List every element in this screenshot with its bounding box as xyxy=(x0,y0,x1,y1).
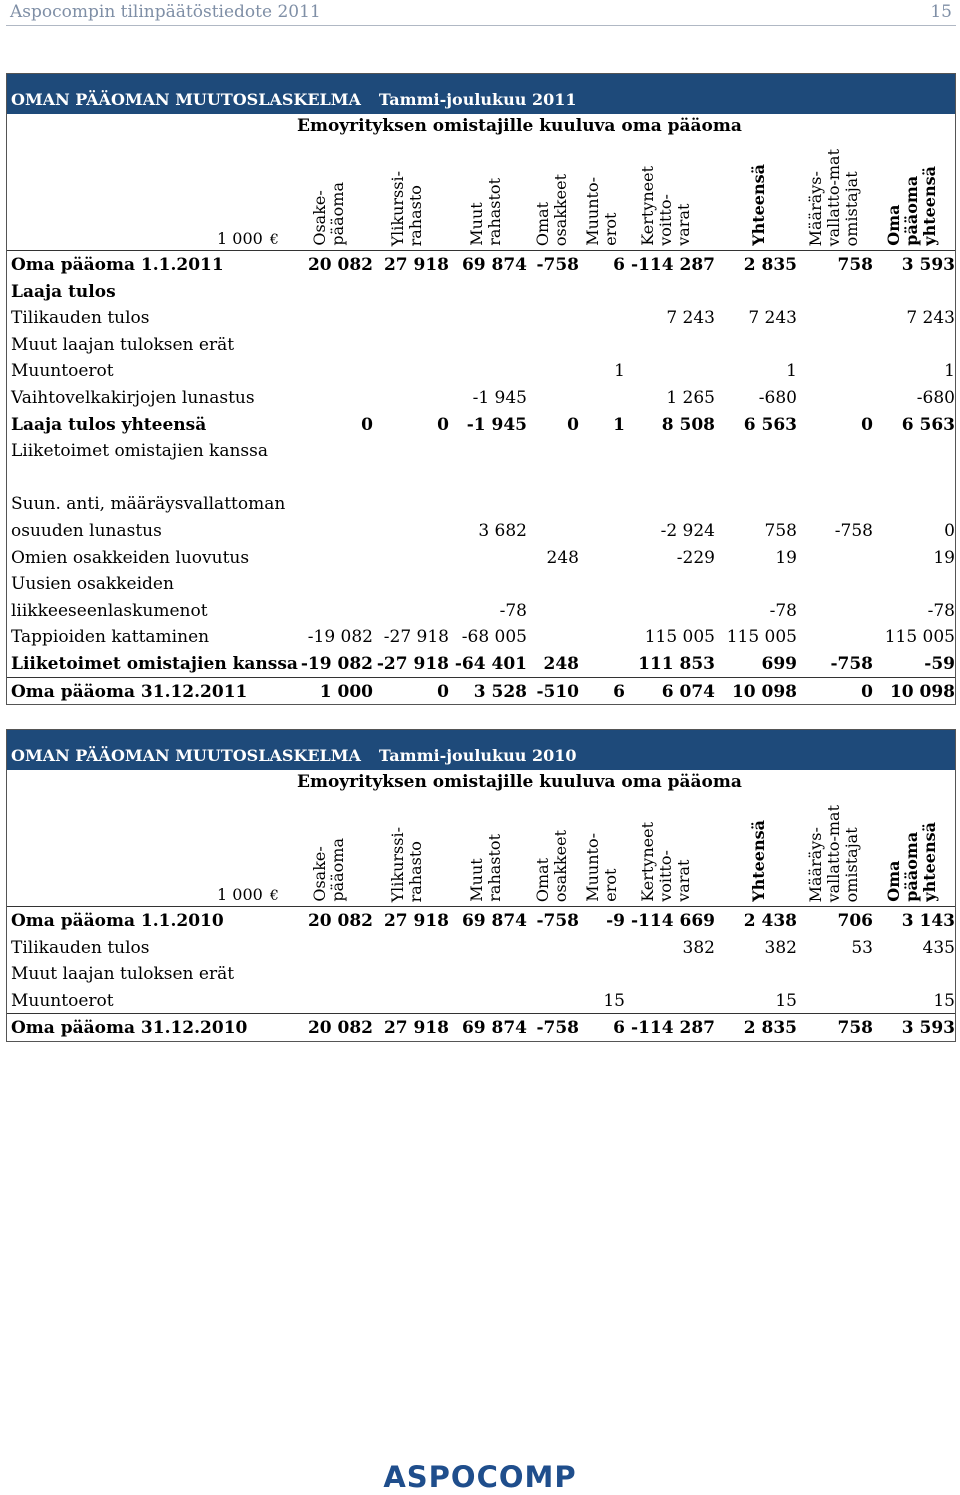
cell-value: 3 593 xyxy=(901,255,955,275)
row-label: Tilikauden tulos xyxy=(11,937,150,958)
cell-value: 15 xyxy=(933,990,955,1011)
cell-value: 115 005 xyxy=(884,627,955,648)
cell-value: -27 918 xyxy=(376,653,449,674)
cell-value: 6 xyxy=(613,1018,625,1039)
cell-value: -9 xyxy=(606,911,625,931)
cell-value: 6 xyxy=(613,681,625,702)
column-header: Määräys- vallatto-mat omistajat xyxy=(806,148,861,246)
header-divider xyxy=(6,25,956,26)
cell-value: 69 874 xyxy=(461,911,527,931)
cell-value: 19 xyxy=(933,547,955,568)
cell-value: 248 xyxy=(543,653,579,674)
cell-value: 115 005 xyxy=(726,627,797,648)
cell-value: 111 853 xyxy=(638,653,715,674)
column-header: Oma pääoma yhteensä xyxy=(884,822,939,902)
cell-value: 3 682 xyxy=(478,520,527,541)
column-header: Omat osakkeet xyxy=(533,829,570,902)
row-label: Liiketoimet omistajien kanssa xyxy=(11,653,298,674)
cell-value: 20 082 xyxy=(307,255,373,275)
cell-value: 6 074 xyxy=(661,681,715,702)
cell-value: 2 835 xyxy=(743,255,797,275)
aspocomp-logo xyxy=(360,1462,600,1492)
row-label: Muut laajan tuloksen erät xyxy=(11,964,235,985)
column-header: Kertyneet voitto- varat xyxy=(638,166,693,246)
cell-value: -78 xyxy=(769,600,797,621)
cell-value: 10 098 xyxy=(889,681,955,702)
column-header: Omat osakkeet xyxy=(533,173,570,246)
logo-text: ASPOCOMP xyxy=(383,1462,577,1492)
cell-value: 20 082 xyxy=(307,911,373,931)
cell-value: 0 xyxy=(944,520,955,541)
table-row xyxy=(7,934,955,961)
table-row xyxy=(7,597,955,624)
cell-value: 0 xyxy=(437,681,449,702)
cell-value: -19 082 xyxy=(300,653,373,674)
cell-value: 15 xyxy=(603,990,625,1011)
row-label: Muuntoerot xyxy=(11,990,114,1011)
column-header: Yhteensä xyxy=(749,820,768,902)
unit-text: 1 000 xyxy=(217,885,263,904)
unit-text: 1 000 xyxy=(217,229,263,248)
table-row xyxy=(7,411,955,438)
cell-value: 7 243 xyxy=(666,308,715,329)
cell-value: 20 082 xyxy=(307,1018,373,1039)
table-row xyxy=(7,960,955,987)
table-row xyxy=(7,437,955,464)
cell-value: 8 508 xyxy=(661,414,715,435)
row-label: Tappioiden kattaminen xyxy=(11,627,210,648)
cell-value: -59 xyxy=(924,653,955,674)
cell-value: 7 243 xyxy=(906,308,955,329)
table-row xyxy=(7,544,955,571)
euro-icon: € xyxy=(269,888,279,904)
cell-value: -229 xyxy=(676,547,715,568)
cell-value: 758 xyxy=(837,1018,873,1039)
group-header-label: Emoyrityksen omistajille kuuluva oma pääoma xyxy=(297,116,742,136)
table-title: OMAN PÄÄOMAN MUUTOSLASKELMA xyxy=(11,746,361,765)
cell-value: -758 xyxy=(536,1018,579,1039)
cell-value: 6 563 xyxy=(901,414,955,435)
row-label: Oma pääoma 1.1.2010 xyxy=(11,911,224,931)
cell-value: 699 xyxy=(761,653,797,674)
column-header: Muut rahastot xyxy=(467,834,504,902)
table-row xyxy=(7,907,955,934)
table-row xyxy=(7,464,955,491)
table-row xyxy=(7,677,955,705)
row-label: Laaja tulos yhteensä xyxy=(11,414,207,435)
cell-value: 382 xyxy=(764,937,797,958)
cell-value: 3 528 xyxy=(473,681,527,702)
row-label: Omien osakkeiden luovutus xyxy=(11,547,250,568)
cell-value: -758 xyxy=(834,520,873,541)
group-header xyxy=(7,770,955,794)
cell-value: 2 438 xyxy=(743,911,797,931)
row-label: Muut laajan tuloksen erät xyxy=(11,334,235,355)
cell-value: 1 xyxy=(613,414,625,435)
cell-value: -78 xyxy=(927,600,955,621)
cell-value: -2 924 xyxy=(660,520,715,541)
column-header: Muunto- erot xyxy=(583,833,620,902)
cell-value: 115 005 xyxy=(644,627,715,648)
unit-label xyxy=(217,229,279,248)
table-row xyxy=(7,987,955,1014)
row-label: Suun. anti, määräysvallattoman xyxy=(11,494,286,515)
cell-value: 0 xyxy=(861,414,873,435)
column-header: Oma pääoma yhteensä xyxy=(884,166,939,246)
equity-table-2010 xyxy=(6,729,956,1042)
table-row xyxy=(7,331,955,358)
page-number: 15 xyxy=(930,2,952,22)
cell-value: -78 xyxy=(499,600,527,621)
table-row xyxy=(7,570,955,597)
cell-value: -19 082 xyxy=(307,627,373,648)
page-header xyxy=(6,0,956,26)
cell-value: 10 098 xyxy=(731,681,797,702)
group-header-label: Emoyrityksen omistajille kuuluva oma pääoma xyxy=(297,772,742,792)
cell-value: -680 xyxy=(916,387,955,408)
cell-value: 15 xyxy=(775,990,797,1011)
column-header: Muut rahastot xyxy=(467,178,504,246)
cell-value: -758 xyxy=(536,255,579,275)
column-headers xyxy=(7,138,955,251)
cell-value: 7 243 xyxy=(748,308,797,329)
row-label: osuuden lunastus xyxy=(11,520,162,541)
cell-value: 706 xyxy=(837,911,873,931)
cell-value: 53 xyxy=(851,937,873,958)
table-row xyxy=(7,490,955,517)
cell-value: -1 945 xyxy=(466,414,527,435)
row-label: Uusien osakkeiden xyxy=(11,574,174,595)
cell-value: -27 918 xyxy=(383,627,449,648)
table-row xyxy=(7,623,955,650)
row-label: liikkeeseenlaskumenot xyxy=(11,600,208,621)
cell-value: 1 xyxy=(944,361,955,382)
cell-value: 1 265 xyxy=(666,387,715,408)
equity-table-2011 xyxy=(6,73,956,705)
cell-value: 1 000 xyxy=(319,681,373,702)
row-label: Oma pääoma 31.12.2011 xyxy=(11,681,248,702)
table-body xyxy=(7,251,955,704)
cell-value: 69 874 xyxy=(461,1018,527,1039)
group-header xyxy=(7,114,955,138)
cell-value: 435 xyxy=(922,937,955,958)
cell-value: -68 005 xyxy=(461,627,527,648)
cell-value: 1 xyxy=(786,361,797,382)
table-title: OMAN PÄÄOMAN MUUTOSLASKELMA xyxy=(11,90,361,109)
table-row xyxy=(7,517,955,544)
cell-value: -114 287 xyxy=(631,1018,715,1039)
table-row xyxy=(7,251,955,278)
table-period: Tammi-joulukuu 2010 xyxy=(378,746,577,765)
table-title-band xyxy=(7,74,955,114)
cell-value: -1 945 xyxy=(472,387,527,408)
cell-value: 27 918 xyxy=(383,255,449,275)
cell-value: -510 xyxy=(536,681,579,702)
unit-label xyxy=(217,885,279,904)
table-row xyxy=(7,304,955,331)
cell-value: -114 669 xyxy=(631,911,715,931)
table-row xyxy=(7,650,955,677)
table-period: Tammi-joulukuu 2011 xyxy=(378,90,577,109)
row-label: Vaihtovelkakirjojen lunastus xyxy=(11,387,255,408)
row-label: Liiketoimet omistajien kanssa xyxy=(11,441,269,462)
row-label: Muuntoerot xyxy=(11,361,114,382)
cell-value: -114 287 xyxy=(631,255,715,275)
cell-value: 758 xyxy=(764,520,797,541)
cell-value: -64 401 xyxy=(454,653,527,674)
column-header: Kertyneet voitto- varat xyxy=(638,822,693,902)
euro-icon: € xyxy=(269,232,279,248)
row-label: Tilikauden tulos xyxy=(11,308,150,329)
cell-value: 3 143 xyxy=(901,911,955,931)
cell-value: 69 874 xyxy=(461,255,527,275)
row-label: Oma pääoma 1.1.2011 xyxy=(11,255,224,275)
cell-value: 0 xyxy=(861,681,873,702)
cell-value: 3 593 xyxy=(901,1018,955,1039)
column-header: Osake- pääoma xyxy=(310,838,347,902)
cell-value: 2 835 xyxy=(743,1018,797,1039)
cell-value: 0 xyxy=(361,414,373,435)
document-title: Aspocompin tilinpäätöstiedote 2011 xyxy=(10,2,321,22)
row-label: Laaja tulos xyxy=(11,281,116,302)
cell-value: 27 918 xyxy=(383,911,449,931)
cell-value: 1 xyxy=(614,361,625,382)
cell-value: 27 918 xyxy=(383,1018,449,1039)
cell-value: 6 xyxy=(613,255,625,275)
cell-value: 382 xyxy=(682,937,715,958)
cell-value: 0 xyxy=(437,414,449,435)
column-header: Muunto- erot xyxy=(583,177,620,246)
table-row xyxy=(7,278,955,305)
cell-value: -758 xyxy=(536,911,579,931)
column-header: Osake- pääoma xyxy=(310,182,347,246)
column-header: Ylikurssi- rahasto xyxy=(388,826,425,902)
column-header: Ylikurssi- rahasto xyxy=(388,170,425,246)
cell-value: 248 xyxy=(546,547,579,568)
table-title-band xyxy=(7,730,955,770)
column-header: Määräys- vallatto-mat omistajat xyxy=(806,804,861,902)
cell-value: -758 xyxy=(830,653,873,674)
table-row xyxy=(7,357,955,384)
table-body xyxy=(7,907,955,1041)
column-headers xyxy=(7,794,955,907)
column-header: Yhteensä xyxy=(749,164,768,246)
cell-value: 19 xyxy=(775,547,797,568)
table-row xyxy=(7,1013,955,1041)
row-label: Oma pääoma 31.12.2010 xyxy=(11,1018,248,1039)
cell-value: 0 xyxy=(567,414,579,435)
cell-value: 758 xyxy=(837,255,873,275)
cell-value: -680 xyxy=(758,387,797,408)
cell-value: 6 563 xyxy=(743,414,797,435)
table-row xyxy=(7,384,955,411)
